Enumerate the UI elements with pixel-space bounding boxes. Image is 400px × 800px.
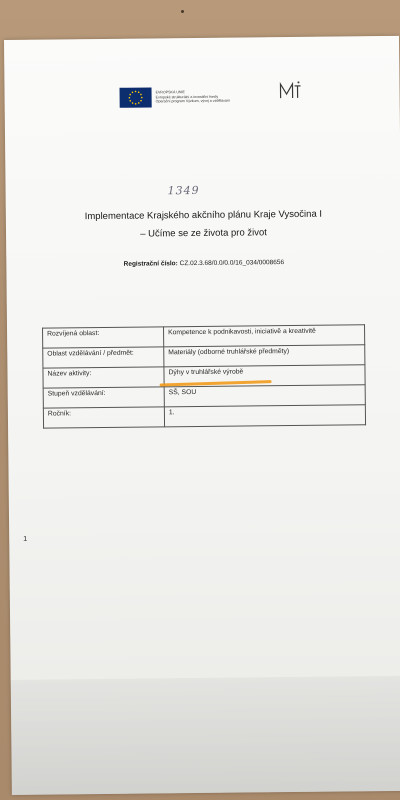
registration-line bbox=[6, 258, 400, 269]
handwritten-number: 1349 bbox=[167, 183, 200, 198]
eu-star bbox=[138, 91, 140, 93]
registration-label: Registrační číslo: bbox=[123, 260, 178, 268]
document-title: Implementace Krajského akčního plánu Kraje Vysočina I bbox=[84, 208, 323, 223]
document-page bbox=[4, 36, 400, 795]
eu-star bbox=[141, 97, 143, 99]
row-value: Dýhy v truhlářské výrobě bbox=[164, 365, 365, 387]
page-number: 1 bbox=[23, 535, 28, 543]
table-row bbox=[43, 405, 365, 428]
eu-logo bbox=[120, 87, 231, 108]
row-label: Ročník: bbox=[43, 407, 164, 428]
row-label: Stupeň vzdělávání: bbox=[43, 387, 164, 408]
row-value: 1. bbox=[164, 405, 365, 427]
eu-star bbox=[132, 102, 134, 104]
row-value: SŠ, SOU bbox=[164, 385, 365, 407]
eu-star bbox=[129, 97, 131, 99]
row-label: Název aktivity: bbox=[43, 367, 164, 388]
row-value: Kompetence k podnikavosti, iniciativě a kreativitě bbox=[164, 325, 365, 347]
eu-flag-icon bbox=[120, 87, 152, 107]
ministry-logo bbox=[277, 80, 303, 100]
paper-shadow bbox=[11, 676, 400, 795]
document-subtitle: – Učíme se ze života pro život bbox=[140, 227, 267, 240]
eu-star bbox=[138, 102, 140, 104]
eu-logo-text: EVROPSKÁ UNIE Evropské strukturální a investiční fondy Operační program Výzkum, vývoj a vzdělávání bbox=[155, 90, 230, 104]
eu-star bbox=[132, 91, 134, 93]
eu-star bbox=[140, 94, 142, 96]
eu-star bbox=[135, 91, 137, 93]
registration-number: CZ.02.3.68/0.0/0.0/16_034/0008656 bbox=[179, 259, 285, 268]
row-label: Rozvíjená oblast: bbox=[43, 327, 164, 348]
row-label: Oblast vzdělávání / předmět: bbox=[43, 347, 164, 368]
desk-mark bbox=[181, 10, 184, 13]
row-value: Materiály (odborné truhlářské předměty) bbox=[164, 345, 365, 367]
activity-info-table bbox=[42, 324, 366, 428]
eu-star bbox=[140, 100, 142, 102]
eu-star bbox=[129, 94, 131, 96]
eu-star bbox=[135, 103, 137, 105]
eu-star bbox=[129, 100, 131, 102]
